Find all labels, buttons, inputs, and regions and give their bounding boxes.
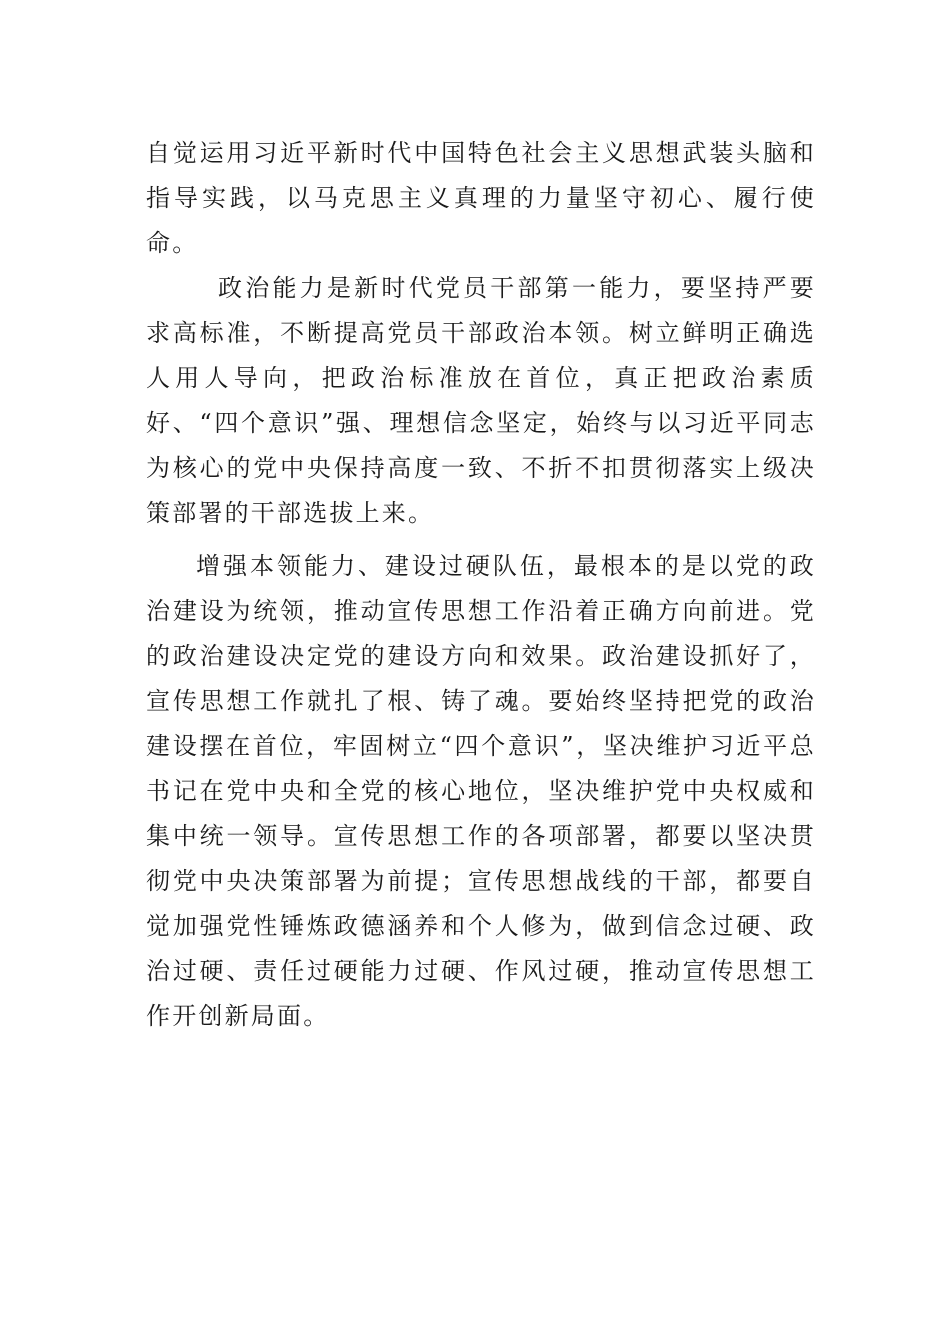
paragraph-political-construction: 增强本领能力、建设过硬队伍，最根本的是以党的政治建设为统领，推动宣传思想工作沿着正确方向前进。党的政治建设决定党的建设方向和效果。政治建设抓好了，宣传思想工作就扎了根、铸了魂。要始终坚持把党的政治建设摆在首位，牢固树立“四个意识”，坚决维护习近平总书记在党中央和全党的核心地位，坚决维护党中央权威和集中统一领导。宣传思想工作的各项部署，都要以坚决贯彻党中央决策部署为前提；宣传思想战线的干部，都要自觉加强党性锤炼政德涵养和个人修为，做到信念过硬、政治过硬、责任过硬能力过硬、作风过硬，推动宣传思想工作开创新局面。 bbox=[146, 552, 816, 1030]
paragraph-political-ability: 政治能力是新时代党员干部第一能力，要坚持严要求高标准，不断提高党员干部政治本领。树立鲜明正确选人用人导向，把政治标准放在首位，真正把政治素质好、“四个意识”强、理想信念坚定，始终与以习近平同志为核心的党中央保持高度一致、不折不扣贯彻落实上级决策部署的干部选拔上来。 bbox=[146, 274, 816, 527]
paragraph-continuation: 自觉运用习近平新时代中国特色社会主义思想武装头脑和指导实践，以马克思主义真理的力量坚守初心、履行使命。 bbox=[146, 139, 816, 257]
document-body bbox=[146, 131, 816, 1039]
